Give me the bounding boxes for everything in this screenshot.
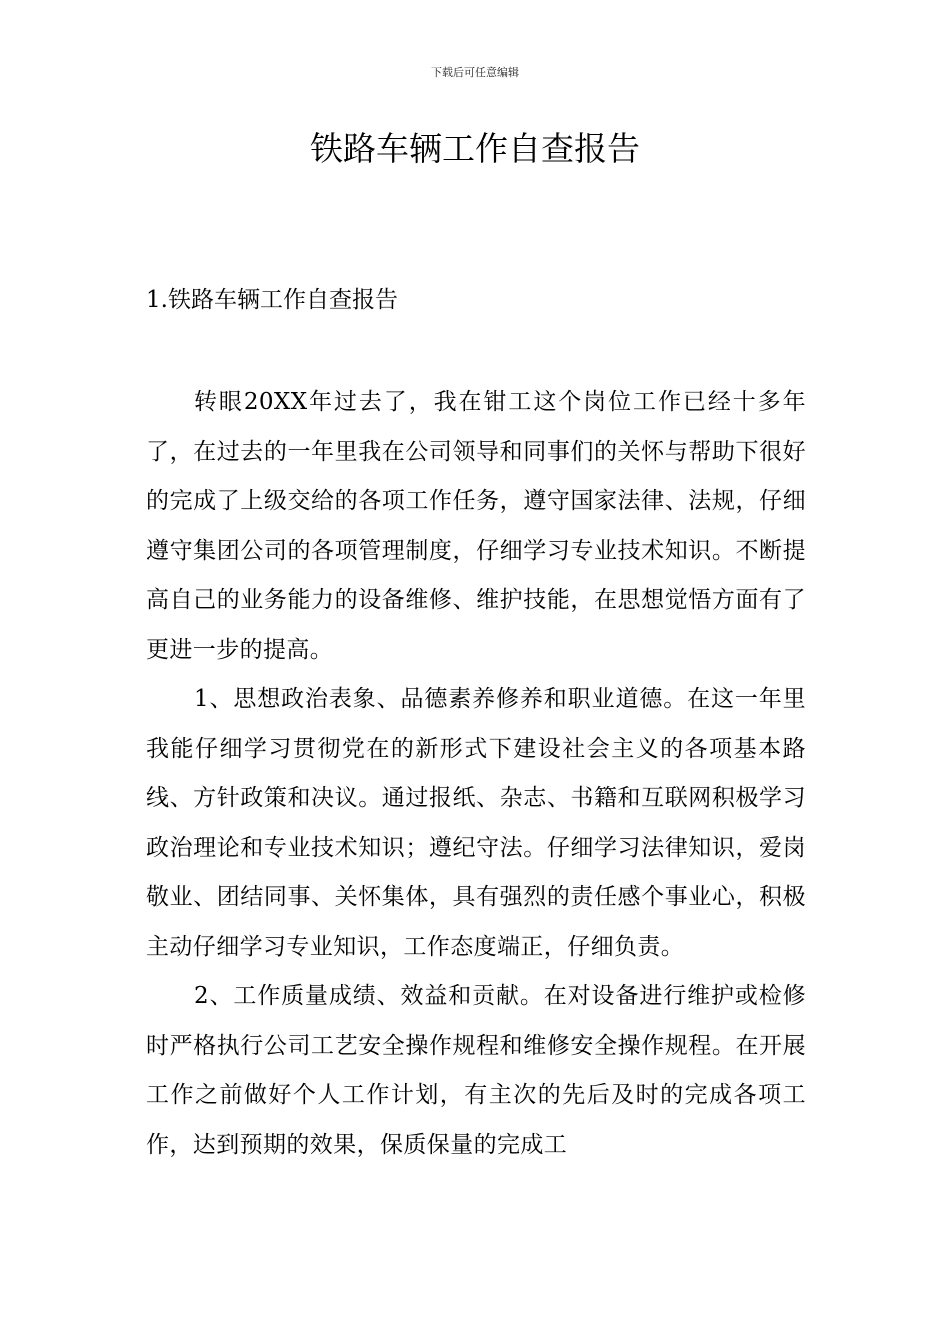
document-body (146, 378, 806, 1170)
paragraph-item-2: 2、工作质量成绩、效益和贡献。在对设备进行维护或检修时严格执行公司工艺安全操作规程和维修安全操作规程。在开展工作之前做好个人工作计划，有主次的先后及时的完成各项工作，达到预期的效果，保质保量的完成工 (146, 983, 806, 1158)
paragraph-intro: 转眼20XX年过去了，我在钳工这个岗位工作已经十多年了，在过去的一年里我在公司领导和同事们的关怀与帮助下很好的完成了上级交给的各项工作任务，遵守国家法律、法规，仔细遵守集团公司的各项管理制度，仔细学习专业技术知识。不断提高自己的业务能力的设备维修、维护技能，在思想觉悟方面有了更进一步的提高。 (146, 389, 806, 663)
header-note: 下载后可任意编辑 (431, 66, 519, 79)
section-heading: 1.铁路车辆工作自查报告 (146, 287, 398, 313)
paragraph-item-1: 1、思想政治表象、品德素养修养和职业道德。在这一年里我能仔细学习贯彻党在的新形式下建设社会主义的各项基本路线、方针政策和决议。通过报纸、杂志、书籍和互联网积极学习政治理论和专业技术知识；遵纪守法。仔细学习法律知识，爱岗敬业、团结同事、关怀集体，具有强烈的责任感个事业心，积极主动仔细学习专业知识，工作态度端正，仔细负责。 (146, 686, 806, 960)
document-title: 铁路车辆工作自查报告 (310, 129, 640, 168)
